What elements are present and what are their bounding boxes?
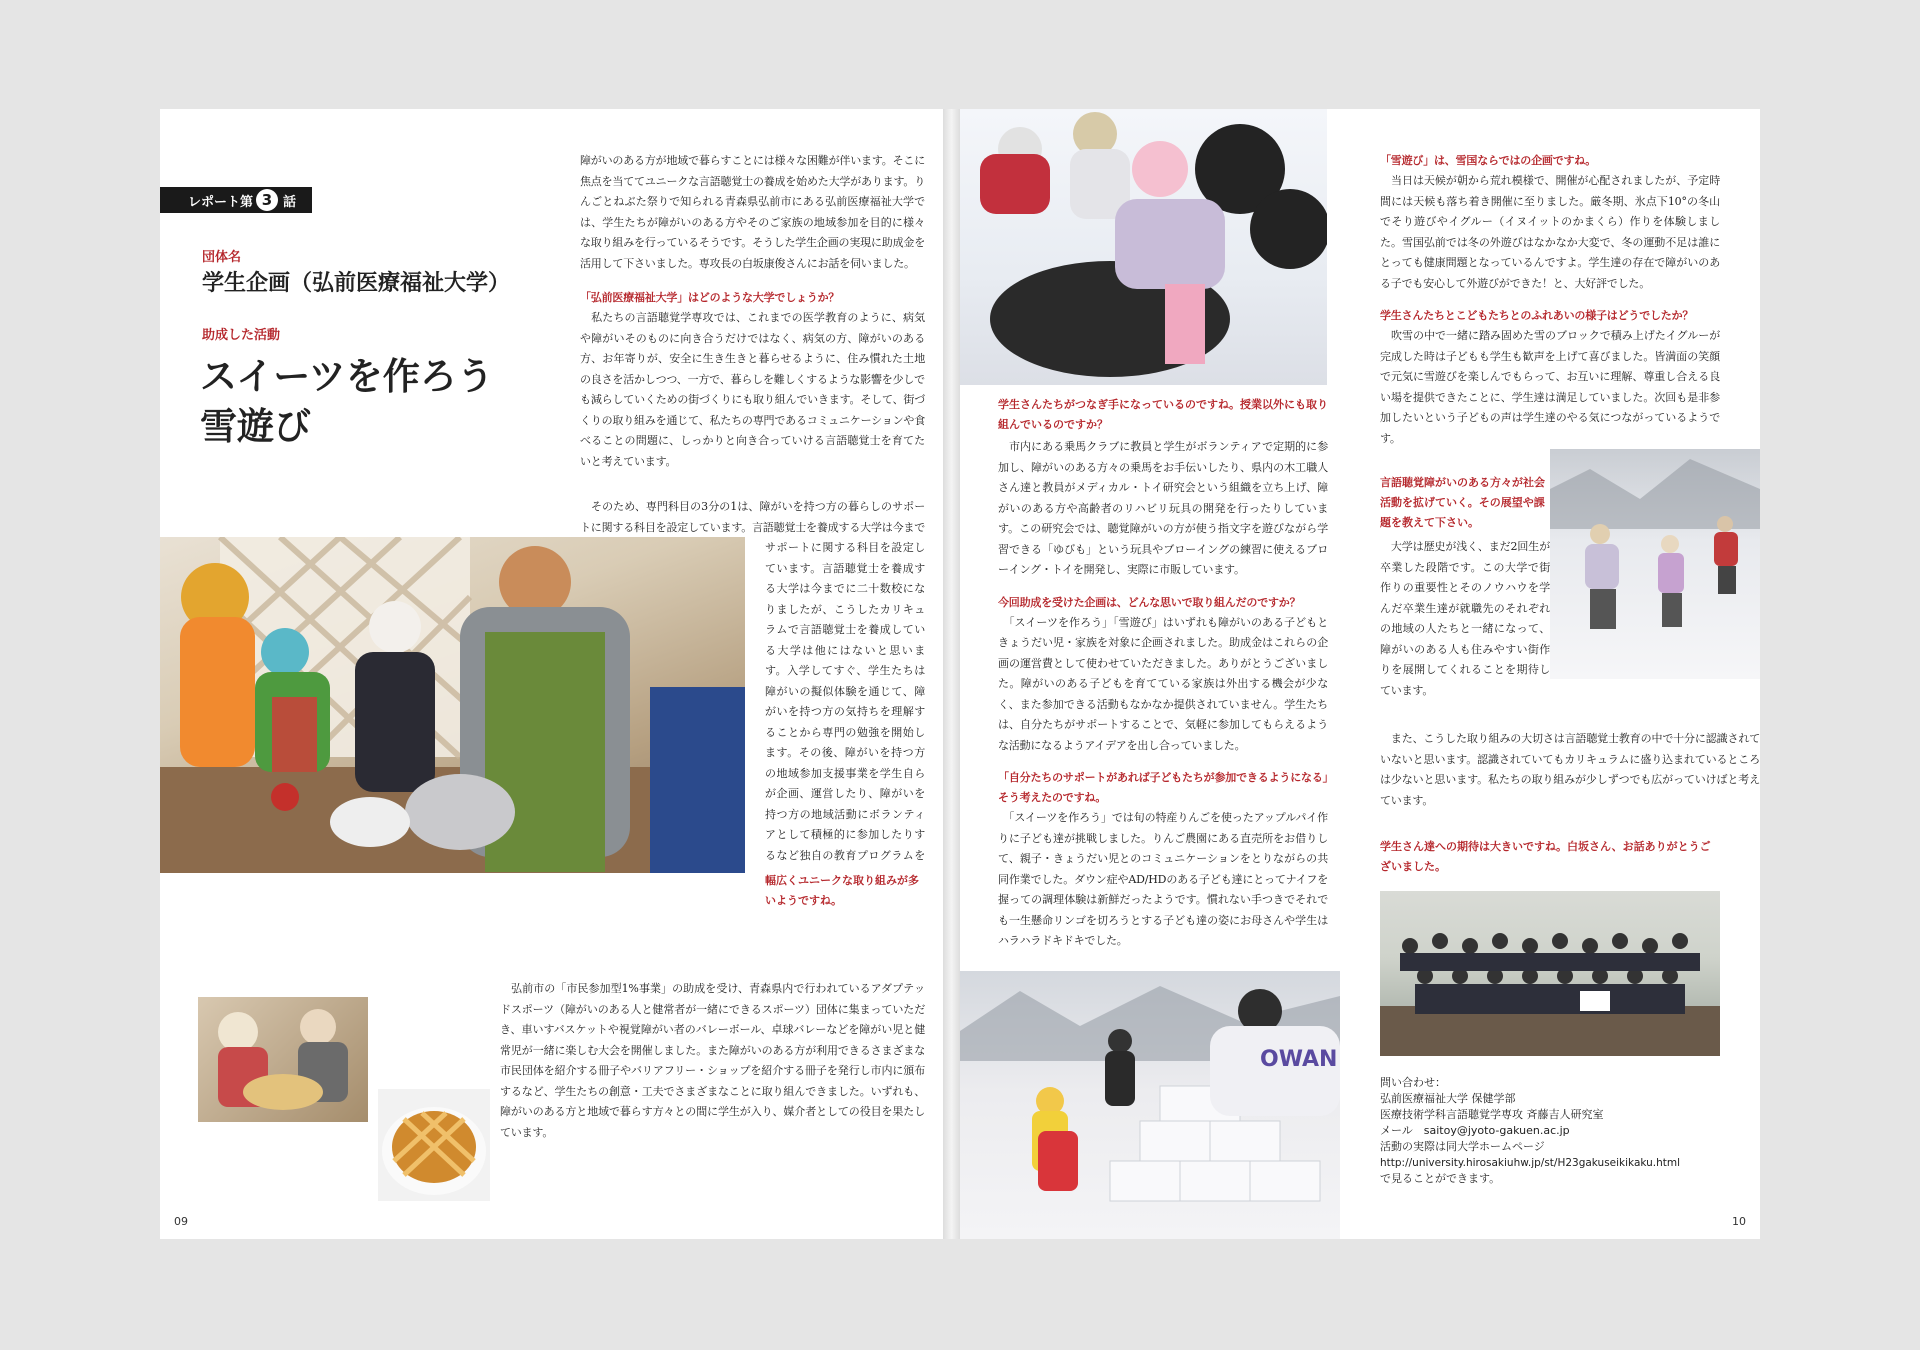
contact-dept: 医療技術学科言語聴覚学専攻 斉藤吉人研究室 [1380, 1108, 1604, 1121]
cooking-photo [160, 537, 745, 873]
question-2: 幅広くユニークな取り組みが多いようですね。 [765, 874, 919, 907]
question-8-block [1380, 473, 1550, 533]
answer-1b-top [580, 497, 925, 537]
title-line-1: スイーツを作ろう [200, 354, 494, 398]
title-line-2: 雪遊び [200, 404, 311, 448]
left-page [160, 109, 943, 1239]
snow-walk-photo [1550, 449, 1760, 679]
answer-1b-cont: サポートに関する科目を設定しています。言語聴覚士を養成する大学は今までに二十数校になりましたが、こうしたカリキュラムで言語聴覚士を養成している大学は他にはないと思います。入学してすぐ、学生たちは障がいの擬似体験を通じて、障がいを持つ方の気持ちを理解することから専門の勉強を開始します。その後、障がいを持つ方の地域参加支援事業を学生自らが企画、運営したり、障がいを持つ方の地域活動にボランティアとして積極的に参加したりするなど独自の教育プログラムを [765, 541, 925, 862]
contact-info [1380, 1075, 1750, 1187]
answer-8 [1380, 537, 1550, 727]
question-9-block [1380, 837, 1720, 877]
right-col-1 [998, 437, 1328, 952]
answer-1b-column [765, 537, 925, 863]
answer-3: 市内にある乗馬クラブに教員と学生がボランティアで定期的に参加し、障がいのある方々の乗馬をお手伝いしたり、県内の木工職人さん達と教員がメディカル・トイ研究会という組織を立ち上げ、障がいのある方や高齢者のリハビリ玩具の開発を行ったりしています。この研究会では、聴覚障がいの方が使う指文字を遊びながら学習できる「ゆびも」という玩具やブローイングの練習に使えるブローイング・トイを開発し、実際に市販しています。 [998, 440, 1328, 576]
answer-5: 「スイーツを作ろう」では旬の特産りんごを使ったアップルパイ作りに子ども達が挑戦しました。りんご農園にある直売所をお借りして、親子・きょうだい児とのコミュニケーションをとりながらの共同作業でした。ダウン症やAD/HDのある子ども達にとってナイフを握っての調理体験は新鮮だったようです。慣れない手つきでそれでも一生懸命リンゴを切ろうとする子ども達の姿にお母さんや学生はハラハラドキドキでした。 [998, 811, 1328, 947]
igloo-photo [960, 971, 1340, 1239]
badge-number: 3 [256, 189, 278, 211]
group-photo-art [1380, 891, 1720, 1056]
page-number-right: 10 [1732, 1215, 1746, 1228]
intro-text [580, 151, 925, 472]
contact-end: で見ることができます。 [1380, 1172, 1501, 1185]
contact-url[interactable]: http://university.hirosakiuhw.jp/st/H23gakuseikikaku.html [1380, 1157, 1681, 1169]
contact-mail: メール saitoy@jyoto-gakuen.ac.jp [1380, 1124, 1570, 1137]
contact-org: 弘前医療福祉大学 保健学部 [1380, 1092, 1516, 1105]
snow-walk-photo-art [1550, 449, 1760, 679]
answer-1b-head: そのため、専門科目の3分の1は、障がいを持つ方の暮らしのサポートに関する科目を設定しています。言語聴覚士を養成する大学は今まで [580, 500, 925, 534]
question-8: 言語聴覚障がいのある方々が社会活動を拡げていく。その展望や課題を教えて下さい。 [1380, 476, 1545, 529]
answer-6: 当日は天候が朝から荒れ模様で、開催が心配されましたが、予定時間には天候も落ち着き開催に至りました。厳冬期、氷点下10°の冬山でそり遊びやイグルー（イヌイットのかまくら）作りを体験しました。雪国弘前では冬の外遊びはなかなか大変で、冬の運動不足は誰にとっても健康問題となっているんですよ。学生達の存在で障がいのある子でも安心して外遊びができた！と、大好評でした。 [1380, 174, 1720, 290]
question-1: 「弘前医療福祉大学」はどのような大学でしょうか？ [580, 291, 840, 304]
contact-title: 問い合わせ： [1380, 1076, 1446, 1089]
apple-pie-photo-art [378, 1089, 490, 1201]
question-2-block [765, 871, 925, 911]
answer-8b [1380, 729, 1760, 811]
right-page [960, 109, 1760, 1239]
question-3: 学生さんたちがつなぎ手になっているのですね。授業以外にも取り組んでいるのですか？ [998, 398, 1328, 431]
contact-web-note: 活動の実際は同大学ホームページ [1380, 1140, 1545, 1153]
activity-title [200, 351, 494, 451]
apple-pie-photo [378, 1089, 490, 1201]
badge-prefix: レポート第 [188, 194, 254, 210]
jersey-text: OWAN [1260, 1047, 1338, 1072]
badge-suffix: 話 [283, 194, 297, 210]
report-badge [160, 187, 312, 213]
answer-2 [500, 979, 925, 1189]
center-gutter [943, 109, 960, 1239]
snow-tube-photo [960, 109, 1327, 385]
page-number-left: 09 [174, 1215, 188, 1228]
right-col-2 [1380, 151, 1720, 449]
question-6: 「雪遊び」は、雪国ならではの企画ですね。 [1380, 154, 1596, 167]
igloo-photo-art [960, 971, 1340, 1239]
pie-making-photo [198, 997, 368, 1122]
answer-7: 吹雪の中で一緒に踏み固めた雪のブロックで積み上げたイグルーが完成した時は子どもも学生も歓声を上げて喜びました。皆満面の笑顔で元気に雪遊びを楽しんでもらって、お互いに理解、尊重し合える良い場を提供できたことに、学生達は満足していました。次回も是非参加したいという子どもの声は学生達のやる気につながっているようです。 [1380, 329, 1720, 445]
org-name: 学生企画（弘前医療福祉大学） [202, 271, 511, 296]
pie-making-photo-art [198, 997, 368, 1122]
answer-8b-text: また、こうした取り組みの大切さは言語聴覚士教育の中で十分に認識されていないと思います。認識されていてもカリキュラムに盛り込まれているところは少ないと思います。私たちの取り組みが少しずつでも広がっていけばと考えています。 [1380, 732, 1760, 807]
org-label: 団体名 [202, 250, 242, 265]
question-4: 今回助成を受けた企画は、どんな思いで取り組んだのですか？ [998, 595, 1301, 609]
question-9: 学生さん達への期待は大きいですね。白坂さん、お話ありがとうございました。 [1380, 840, 1711, 873]
intro-paragraph: 障がいのある方が地域で暮らすことには様々な困難が伴います。そこに焦点を当ててユニークな言語聴覚士の養成を始めた大学があります。りんごとねぶた祭りで知られる青森県弘前市にある弘前医療福祉大学では、学生たちが障がいのある方やそのご家族の地域参加を目的に様々な取り組みを行っているそうです。そうした学生企画の実現に助成金を活用して下さいました。専攻長の白坂康俊さんにお話を伺いました。 [580, 154, 925, 270]
question-5: 「自分たちのサポートがあれば子どもたちが参加できるようになる」そう考えたのですね。 [998, 771, 1328, 804]
answer-4: 「スイーツを作ろう」「雪遊び」はいずれも障がいのある子どもときょうだい児・家族を対象に企画されました。助成金はこれらの企画の運営費として使わせていただきました。ありがとうございました。障がいのある子どもを育てている家族は外出する機会が少なく、また参加できる活動もなかなか提供されていません。学生たちは、自分たちがサポートすることで、気軽に参加してもらえるような活動になるようアイデアを出し合っていました。 [998, 615, 1328, 752]
activity-label: 助成した活動 [202, 328, 281, 343]
cooking-photo-art [160, 537, 745, 873]
answer-1: 私たちの言語聴覚学専攻では、これまでの医学教育のように、病気や障がいそのものに向き合うだけではなく、病気の方、障がいのある方、お年寄りが、安全に生き生きと暮らせるように、住み慣れた土地の良さを活かしつつ、一方で、暮らしを難しくするような影響を少しでも減らしていくための街づくりにも取り組んでいきます。そして、街づくりの取り組みを通じて、私たちの専門であるコミュニケーションや食べることの問題に、しっかりと向き合っていける言語聴覚士を育てたいと考えています。 [580, 311, 925, 468]
question-3-block [998, 395, 1328, 435]
group-photo [1380, 891, 1720, 1056]
answer-2-text: 弘前市の「市民参加型1%事業」の助成を受け、青森県内で行われているアダプテッドスポーツ（障がいのある人と健常者が一緒にできるスポーツ）団体に集まっていただき、車いすバスケットや視覚障がい者のバレーボール、卓球バレーなどを障がい児と健常児が一緒に楽しむ大会を開催しました。また障がいのある方が利用できるさまざまな市民団体を紹介する冊子やバリアフリー・ショップを紹介する冊子を発行し市内に頒布するなど、学生たちの創意・工夫でさまざまなことに取り組んできました。いずれも、障がいのある方と地域で暮らす方々との間に学生が入り、媒介者としての役目を果たしています。 [500, 982, 925, 1139]
question-7: 学生さんたちとこどもたちとのふれあいの様子はどうでしたか？ [1380, 309, 1694, 322]
answer-8-text: 大学は歴史が浅く、まだ2回生が卒業した段階です。この大学で街作りの重要性とそのノウハウを学んだ卒業生達が就職先のそれぞれの地域の人たちと一緒になって、障がいのある人も住みやすい街作りを展開してくれることを期待しています。 [1380, 540, 1550, 697]
snow-tube-photo-art [960, 109, 1327, 385]
